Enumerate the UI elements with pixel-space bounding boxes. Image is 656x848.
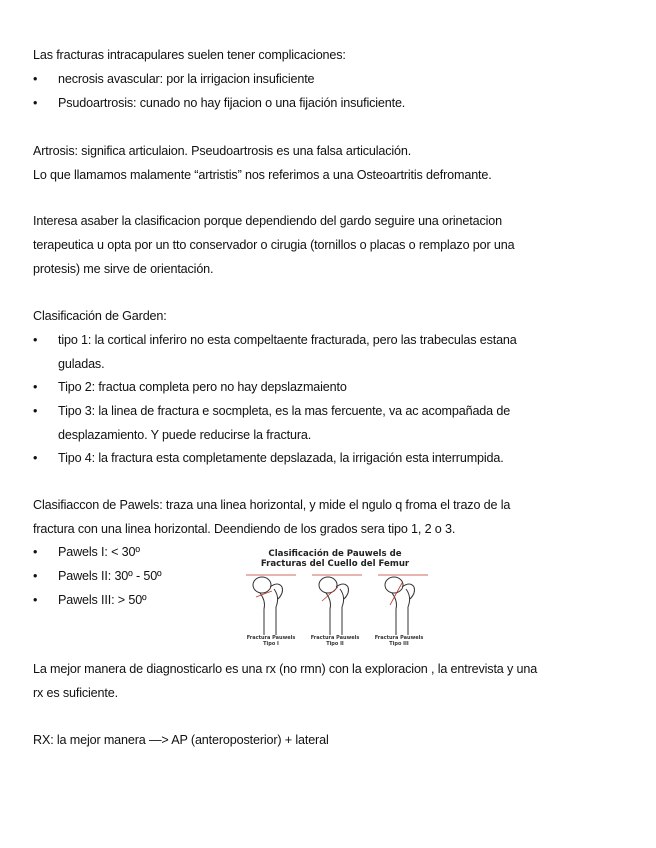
bullet: •: [33, 569, 38, 583]
pauwels-figure: [240, 547, 430, 653]
list-item-text: Tipo 4: la fractura esta completamente depslazada, la irrigación esta interrumpida.: [58, 451, 504, 465]
bullet: •: [33, 333, 38, 347]
caption-label: Fractura Pauwels: [310, 635, 360, 641]
bullet: •: [33, 593, 38, 607]
list-item-text: Psudoartrosis: cunado no hay fijacion o una fijación insuficiente.: [58, 96, 406, 110]
list-item-text: Tipo 2: fractua completa pero no hay depslazmaiento: [58, 380, 347, 394]
bullet: •: [33, 451, 38, 465]
caption-label: Fractura Pauwels: [246, 635, 296, 641]
bullet: •: [33, 404, 38, 418]
garden-title: Clasificación de Garden:: [33, 309, 167, 323]
interesa-line-1: Interesa asaber la clasificacion porque dependiendo del gardo seguire una orinetacion: [33, 214, 502, 228]
caption-label: Fractura Pauwels: [374, 635, 424, 641]
pawels-line-1: Clasifiaccon de Pawels: traza una linea horizontal, y mide el ngulo q froma el trazo de la: [33, 498, 511, 512]
diagnostico-line-2: rx es suficiente.: [33, 686, 118, 700]
caption-type: Tipo I: [263, 641, 279, 647]
bullet: •: [33, 380, 38, 394]
interesa-line-2: terapeutica u opta por un tto conservador o cirugia (tornillos o placas o remplazo por una: [33, 238, 515, 252]
diagnostico-line-1: La mejor manera de diagnosticarlo es una rx (no rmn) con la exploracion , la entrevista y una: [33, 662, 538, 676]
intro-text: Las fracturas intracapulares suelen tener complicaciones:: [33, 48, 346, 62]
figure-caption-3: [368, 635, 430, 647]
list-item-text: Pawels II: 30º - 50º: [58, 569, 162, 583]
interesa-line-3: protesis) me sirve de orientación.: [33, 262, 214, 276]
femur-type-3: [378, 575, 428, 635]
pawels-line-2: fractura con una linea horizontal. Deendiendo de los grados sera tipo 1, 2 o 3.: [33, 522, 456, 536]
list-item-text: Tipo 3: la linea de fractura e socmpleta, es la mas fercuente, va ac acompañada de: [58, 404, 511, 418]
caption-type: Tipo II: [326, 641, 344, 647]
list-item-text: tipo 1: la cortical inferiro no esta compeltaente fracturada, pero las trabeculas estana: [58, 333, 517, 347]
figure-title-line-2: Fracturas del Cuello del Femur: [260, 559, 410, 569]
femur-type-2: [312, 575, 362, 635]
caption-type: Tipo III: [389, 641, 409, 647]
list-item-text: Pawels III: > 50º: [58, 593, 147, 607]
bullet: •: [33, 96, 38, 110]
figure-title-line-1: Clasificación de Pauwels de: [268, 549, 402, 559]
list-item-text-cont: desplazamiento. Y puede reducirse la fractura.: [58, 428, 312, 442]
bullet: •: [33, 72, 38, 86]
artrosis-line-2: Lo que llamamos malamente “artristis” nos referimos a una Osteoartritis defromante.: [33, 168, 492, 182]
list-item-text: necrosis avascular: por la irrigacion insuficiente: [58, 72, 315, 86]
figure-caption-1: [240, 635, 302, 647]
list-item-text-cont: guladas.: [58, 357, 105, 371]
list-item-text: Pawels I: < 30º: [58, 545, 140, 559]
femur-type-1: [246, 575, 296, 635]
bullet: •: [33, 545, 38, 559]
artrosis-line-1: Artrosis: significa articulaion. Pseudoartrosis es una falsa articulación.: [33, 144, 412, 158]
figure-caption-2: [304, 635, 366, 647]
rx-line: RX: la mejor manera —> AP (anteroposterior) + lateral: [33, 733, 329, 747]
